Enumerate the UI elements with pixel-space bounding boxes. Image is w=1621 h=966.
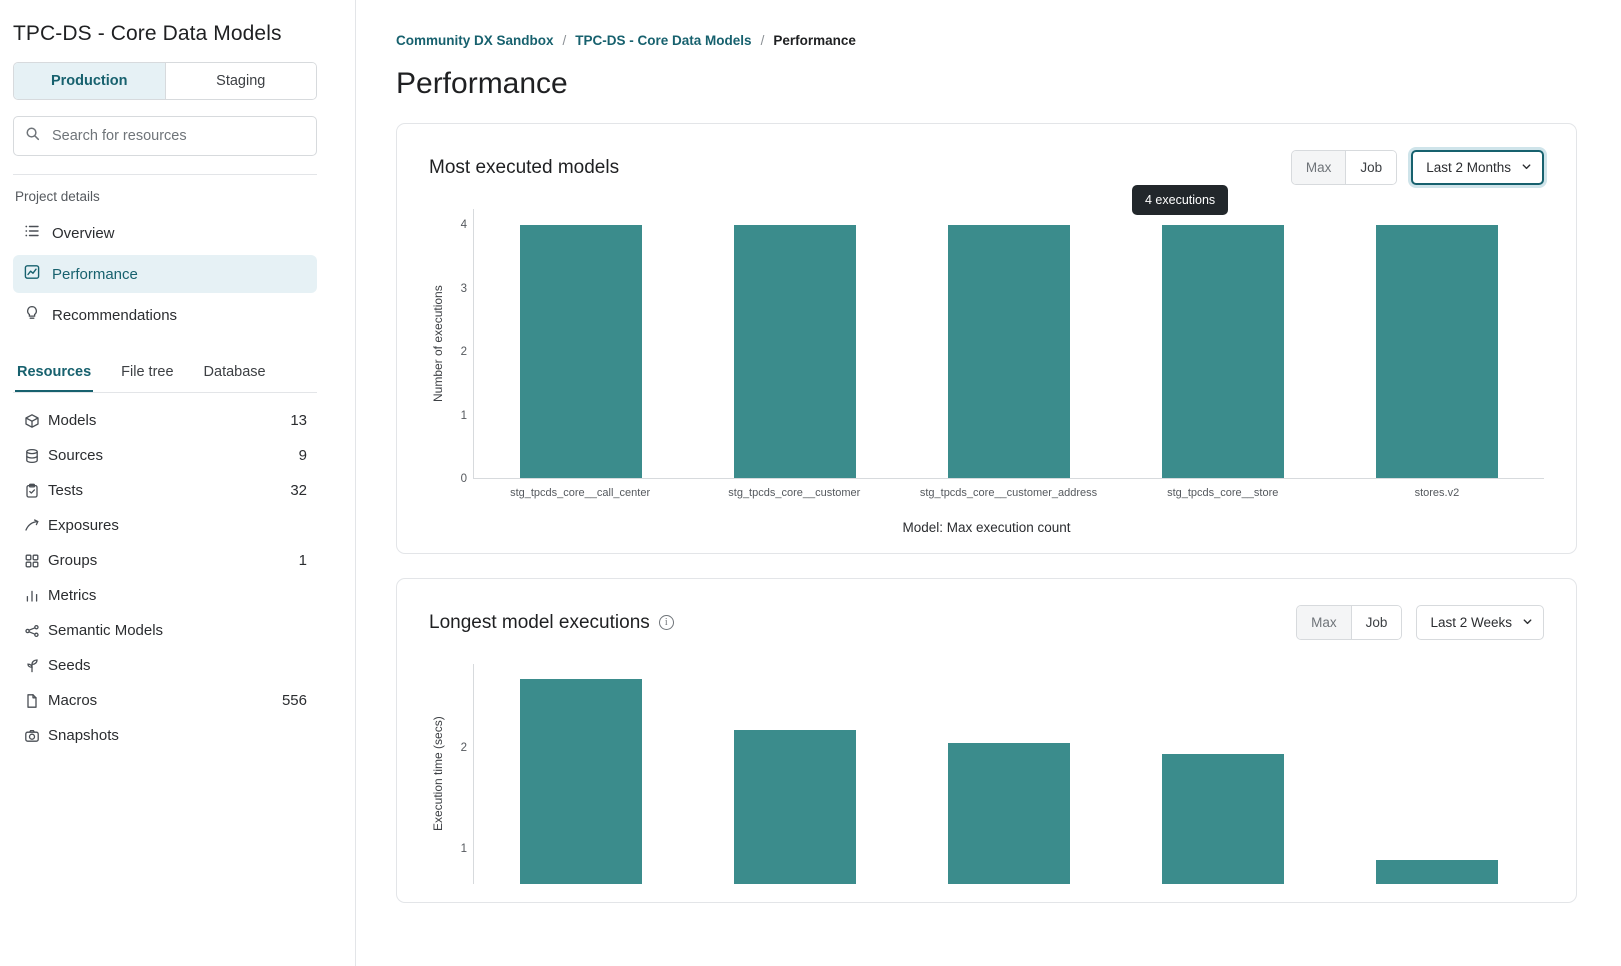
semantic-icon	[24, 623, 48, 639]
list-item[interactable]	[13, 473, 317, 508]
cube-icon	[24, 413, 48, 429]
y-tick: 1	[460, 842, 467, 855]
x-tick-label: stg_tpcds_core__store	[1167, 487, 1279, 499]
bar[interactable]	[520, 225, 642, 478]
list-item[interactable]	[13, 403, 317, 438]
bar-slot[interactable]	[688, 664, 902, 884]
tab-resources[interactable]: Resources	[15, 356, 93, 392]
bar[interactable]	[1376, 860, 1498, 884]
agg-max-button[interactable]: Max	[1292, 151, 1347, 184]
page-title: Performance	[396, 67, 568, 100]
x-axis-label: Model: Max execution count	[902, 520, 1071, 535]
list-item-label: Groups	[48, 552, 98, 569]
y-axis-label: Number of executions	[431, 285, 445, 403]
bar[interactable]	[734, 225, 856, 478]
bar-slot[interactable]	[1330, 209, 1544, 478]
camera-icon	[24, 728, 48, 744]
list-item-label: Sources	[48, 447, 104, 464]
card-title	[429, 612, 674, 634]
sidebar-item-performance[interactable]	[13, 255, 317, 293]
list-item-count: 556	[281, 692, 307, 709]
list-item-count: 32	[290, 482, 307, 499]
info-icon[interactable]: i	[659, 615, 674, 630]
bar-slot[interactable]	[1330, 664, 1544, 884]
y-axis-ticks	[447, 209, 473, 485]
chart-longest-model-executions	[429, 664, 1544, 884]
x-axis-tick-labels	[473, 479, 1544, 499]
breadcrumb-separator: /	[760, 33, 765, 48]
plot-area	[473, 664, 1544, 884]
list-item[interactable]	[13, 438, 317, 473]
aggregation-toggle[interactable]	[1291, 150, 1397, 185]
bar-chart-icon	[24, 588, 48, 604]
x-tick-label: stg_tpcds_core__call_center	[510, 487, 651, 499]
y-tick: 3	[460, 282, 467, 295]
card-header	[429, 150, 1544, 185]
sidebar	[0, 0, 356, 966]
aggregation-toggle[interactable]	[1296, 605, 1402, 640]
bar-slot[interactable]	[902, 209, 1116, 478]
agg-job-button[interactable]: Job	[1352, 606, 1402, 639]
list-item[interactable]	[13, 508, 317, 543]
sidebar-item-label: Recommendations	[52, 306, 178, 324]
y-axis-ticks	[447, 664, 473, 884]
card-controls	[1296, 605, 1544, 640]
list-item-label: Models	[48, 412, 97, 429]
list-item-label: Semantic Models	[48, 622, 164, 639]
sidebar-item-recommendations[interactable]	[13, 296, 317, 334]
bar[interactable]	[1162, 754, 1284, 884]
agg-job-button[interactable]: Job	[1346, 151, 1396, 184]
list-item-label: Metrics	[48, 587, 97, 604]
bar[interactable]	[734, 730, 856, 884]
sidebar-item-overview[interactable]	[13, 214, 317, 252]
x-tick-label: stg_tpcds_core__customer	[728, 487, 861, 499]
list-item-label: Exposures	[48, 517, 119, 534]
time-range-value: Last 2 Months	[1426, 160, 1511, 175]
y-tick: 0	[460, 473, 467, 485]
y-tick: 4	[460, 219, 467, 232]
list-item-count: 13	[290, 412, 307, 429]
breadcrumb-item-workspace[interactable]: Community DX Sandbox	[396, 33, 554, 48]
bar-slot[interactable]	[474, 664, 688, 884]
list-item[interactable]	[13, 718, 317, 753]
env-staging-button[interactable]: Staging	[166, 63, 317, 99]
lightbulb-icon	[24, 305, 40, 325]
list-item[interactable]	[13, 543, 317, 578]
bar-slot[interactable]	[688, 209, 902, 478]
share-icon	[24, 518, 48, 534]
file-code-icon	[24, 693, 48, 709]
y-tick: 2	[460, 346, 467, 359]
clipboard-check-icon	[24, 483, 48, 499]
list-item-count: 1	[298, 552, 307, 569]
time-range-dropdown[interactable]	[1416, 605, 1544, 640]
card-title-text: Longest model executions	[429, 611, 650, 633]
list-item-label: Seeds	[48, 657, 91, 674]
grid-icon	[24, 553, 48, 569]
list-item-label: Tests	[48, 482, 84, 499]
project-details-label: Project details	[15, 189, 100, 204]
bar[interactable]	[948, 743, 1070, 884]
list-item[interactable]	[13, 648, 317, 683]
sidebar-item-label: Overview	[52, 224, 115, 242]
tab-file-tree[interactable]: File tree	[121, 364, 174, 380]
list-item[interactable]	[13, 613, 317, 648]
time-range-dropdown[interactable]	[1411, 150, 1544, 185]
bar[interactable]	[1162, 225, 1284, 478]
plot-area	[473, 209, 1544, 479]
tab-database[interactable]: Database	[203, 364, 266, 380]
bar[interactable]	[948, 225, 1070, 478]
breadcrumb-separator: /	[562, 33, 567, 48]
seed-icon	[24, 658, 48, 674]
breadcrumb-item-project[interactable]: TPC-DS - Core Data Models	[575, 33, 752, 48]
env-production-button[interactable]: Production	[14, 63, 166, 99]
list-icon	[24, 223, 40, 243]
bar[interactable]	[520, 679, 642, 884]
database-icon	[24, 448, 48, 464]
chart-line-icon	[24, 264, 40, 284]
chart-tooltip: 4 executions	[1132, 185, 1228, 215]
chevron-down-icon	[1522, 615, 1533, 630]
breadcrumb	[396, 0, 1577, 48]
card-most-executed-models	[396, 123, 1577, 554]
environment-toggle[interactable]	[13, 62, 317, 100]
bar-slot[interactable]	[1116, 209, 1330, 478]
search-box[interactable]	[13, 116, 317, 156]
main-content	[356, 0, 1621, 966]
breadcrumb-item-current: Performance	[773, 33, 856, 48]
agg-max-button[interactable]: Max	[1297, 606, 1352, 639]
resource-list	[13, 403, 342, 753]
y-axis-label: Execution time (secs)	[431, 716, 445, 832]
chevron-down-icon	[1521, 160, 1532, 175]
x-tick-label: stores.v2	[1414, 487, 1460, 499]
list-item-label: Snapshots	[48, 727, 119, 744]
bar-slot[interactable]	[902, 664, 1116, 884]
card-controls	[1291, 150, 1544, 185]
card-header	[429, 605, 1544, 640]
project-title: TPC-DS - Core Data Models	[13, 22, 282, 45]
sidebar-divider	[13, 174, 317, 175]
time-range-value: Last 2 Weeks	[1430, 615, 1512, 630]
x-tick-label: stg_tpcds_core__customer_address	[919, 487, 1098, 499]
y-tick: 1	[460, 409, 467, 422]
list-item-count: 9	[298, 447, 307, 464]
list-item-label: Macros	[48, 692, 98, 709]
search-icon	[25, 126, 40, 146]
y-tick: 2	[460, 741, 467, 754]
search-input[interactable]	[50, 127, 305, 145]
bar-slot[interactable]	[1116, 664, 1330, 884]
sidebar-tabs	[13, 356, 317, 393]
list-item[interactable]	[13, 578, 317, 613]
list-item[interactable]	[13, 683, 317, 718]
sidebar-item-label: Performance	[52, 265, 138, 283]
bar-slot[interactable]	[474, 209, 688, 478]
card-title: Most executed models	[429, 156, 620, 178]
chart-most-executed-models	[429, 209, 1544, 535]
card-longest-model-executions	[396, 578, 1577, 903]
bar[interactable]	[1376, 225, 1498, 478]
